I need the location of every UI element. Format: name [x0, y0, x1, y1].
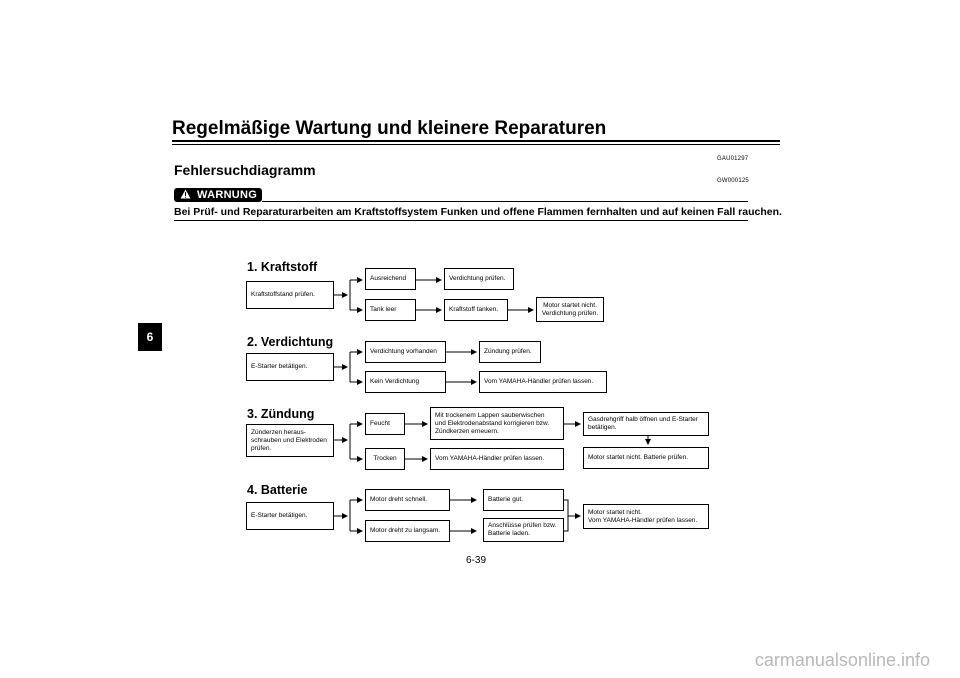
- s2-b-next-text: Vom YAMAHA-Händler prüfen lassen.: [484, 378, 594, 385]
- s3-a-end2-text: Motor startet nicht. Batterie prüfen.: [588, 454, 689, 461]
- section-3-title: 3. Zündung: [247, 407, 315, 421]
- s1-a-next-text: Verdichtung prüfen.: [449, 275, 506, 282]
- s4-b-box: [365, 520, 450, 542]
- s1-b-end-text: Motor startet nicht. Verdichtung prüfen.: [541, 301, 599, 317]
- page-title: Regelmäßige Wartung und kleinere Reparaturen: [172, 118, 607, 139]
- s1-b-text: Tank leer: [370, 306, 397, 313]
- s4-a-box: [365, 489, 450, 511]
- s4-a-text: Motor dreht schnell.: [370, 496, 428, 503]
- s1-a-text: Ausreichend: [370, 275, 407, 282]
- s3-start-box: [246, 424, 334, 457]
- section-title: Fehlersuchdiagramm: [174, 162, 316, 178]
- s4-a-next-box: [483, 489, 564, 511]
- section-4-title: 4. Batterie: [247, 483, 308, 497]
- s2-b-box: [365, 371, 446, 393]
- s1-b-next-text: Kraftstoff tanken.: [449, 306, 499, 313]
- page-number: 6-39: [466, 555, 487, 566]
- s2-a-box: [365, 341, 446, 363]
- s2-b-next-box: [479, 371, 607, 393]
- s3-a-next-text: Mit trockenem Lappen sauberwischen und Elektrodenabstand korrigieren bzw. Zündkerzen erneuern.: [435, 411, 550, 435]
- section-1-title: 1. Kraftstoff: [247, 260, 318, 274]
- s2-start-text: E-Starter betätigen.: [251, 363, 308, 370]
- s3-a-next-box: [430, 407, 564, 440]
- warning-text: Bei Prüf- und Reparaturarbeiten am Kraftstoffsystem Funken und offene Flammen fernhalten und auf keinen Fall rauchen.: [174, 206, 782, 218]
- s4-a-next-text: Batterie gut.: [488, 496, 524, 503]
- s3-a-text: Feucht: [370, 420, 390, 427]
- section-2-title: 2. Verdichtung: [247, 335, 334, 349]
- s3-b-next-text: Vom YAMAHA-Händler prüfen lassen.: [435, 455, 545, 462]
- s4-start-box: [246, 502, 334, 530]
- s4-end-box: [583, 504, 709, 529]
- s3-start-text: Zünderzen heraus- schrauben und Elektroden prüfen.: [251, 428, 327, 452]
- s3-a-end-box: [583, 412, 709, 436]
- s1-b-next-box: [444, 299, 508, 321]
- s4-b-text: Motor dreht zu langsam.: [370, 527, 441, 534]
- s3-a-end-text: Gasdrehgriff halb öffnen und E-Starter betätigen.: [588, 416, 698, 431]
- s3-b-next-box: [430, 448, 564, 470]
- s3-b-text: Trocken: [373, 455, 397, 462]
- doc-code-1: GAU01297: [717, 156, 749, 162]
- doc-code-2: GW000125: [717, 178, 749, 184]
- s1-start-text: Kraftstoffstand prüfen.: [251, 291, 315, 298]
- s1-b-end-box: [536, 297, 604, 322]
- s2-a-text: Verdichtung vorhanden: [370, 348, 437, 355]
- s4-b-next-box: [483, 518, 564, 542]
- s4-end-text: Motor startet nicht. Vom YAMAHA-Händler prüfen lassen.: [588, 508, 698, 524]
- s3-b-box: [365, 448, 405, 470]
- s2-a-next-box: [479, 341, 541, 363]
- s4-b-next-text: Anschlüsse prüfen bzw. Batterie laden.: [488, 522, 557, 537]
- s3-a-box: [365, 413, 405, 435]
- s2-b-text: Kein Verdichtung: [370, 378, 420, 385]
- s1-b-box: [365, 299, 416, 321]
- s2-start-box: [246, 353, 334, 381]
- warning-label: WARNUNG: [197, 189, 258, 201]
- chapter-tab: 6: [138, 323, 162, 351]
- s3-a-end2-box: [583, 447, 709, 469]
- s2-a-next-text: Zündung prüfen.: [484, 348, 532, 355]
- s1-a-box: [365, 268, 416, 290]
- watermark: carmanualsonline.info: [754, 650, 930, 670]
- s1-start-box: [246, 281, 334, 309]
- s4-start-text: E-Starter betätigen.: [251, 512, 308, 519]
- s1-a-next-box: [444, 268, 514, 290]
